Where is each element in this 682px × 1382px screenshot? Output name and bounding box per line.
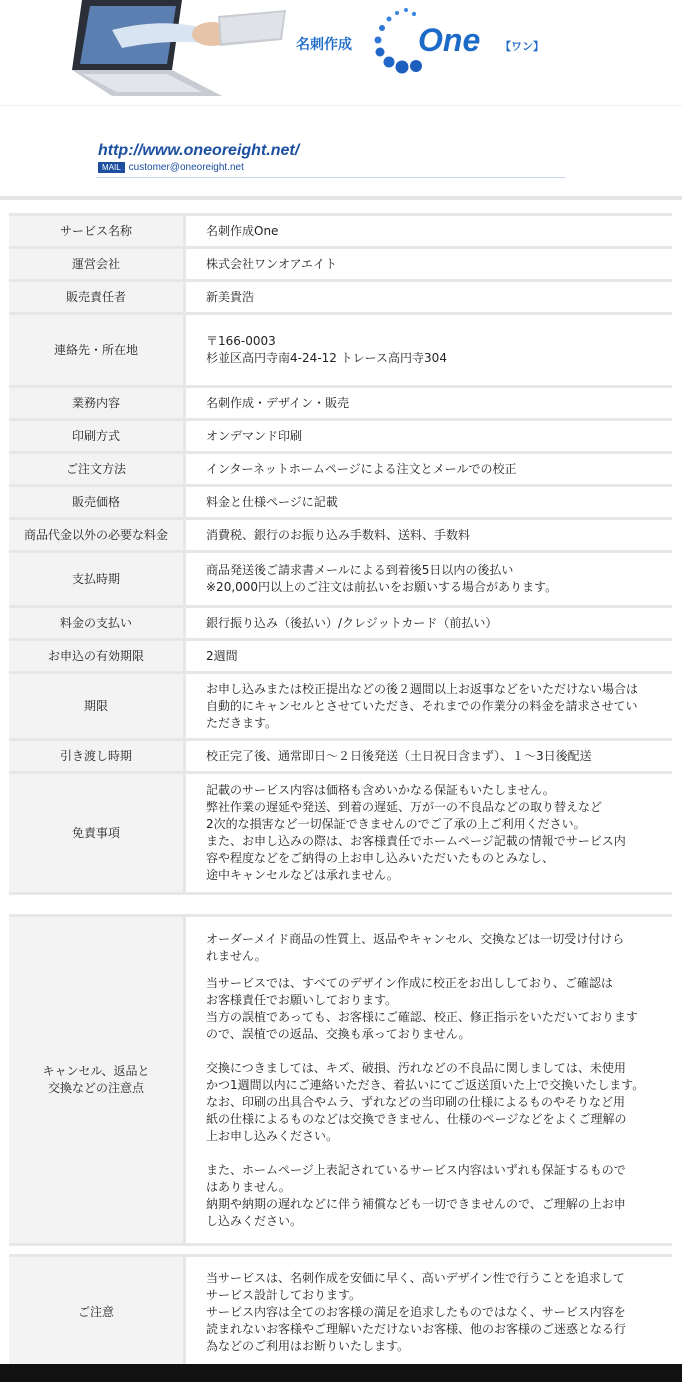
notice-table bbox=[9, 1254, 672, 1370]
paragraph-line: 紙の仕様によるものなどは交換できません、仕様のページなどをよくご理解の bbox=[206, 1111, 627, 1126]
row-label: 免責事項 bbox=[9, 774, 186, 892]
row-value bbox=[186, 917, 672, 1243]
row-value: 株式会社ワンオアエイト bbox=[186, 249, 672, 279]
row-value bbox=[186, 553, 672, 605]
company-info-table bbox=[9, 213, 672, 895]
paragraph-line: し込みください。 bbox=[206, 1213, 303, 1228]
mail-line bbox=[98, 162, 244, 173]
email-link[interactable]: customer@oneoreight.net bbox=[128, 162, 244, 173]
row-label: 販売価格 bbox=[9, 487, 186, 517]
table-row bbox=[9, 917, 672, 1243]
label-line: 交換などの注意点 bbox=[47, 1081, 144, 1095]
row-value: 名刺作成One bbox=[186, 216, 672, 246]
brand-kana: 【ワン】 bbox=[500, 40, 544, 53]
row-value: インターネットホームページによる注文とメールでの校正 bbox=[186, 454, 672, 484]
value-line: 〒166-0003 bbox=[206, 334, 276, 348]
table-row bbox=[9, 520, 672, 550]
table-row bbox=[9, 249, 672, 279]
url-underline bbox=[96, 177, 566, 178]
notice-line: 当サービスは、名刺作成を安価に早く、高いデザイン性で行うことを追求して bbox=[206, 1270, 625, 1285]
value-line: 弊社作業の遅延や発送、到着の遅延、万が一の不良品などの取り替えなど bbox=[206, 800, 603, 814]
mail-badge: MAIL bbox=[98, 162, 125, 173]
notice-line: 読まれないお客様やご理解いただけないお客様、他のお客様のご迷惑となる行 bbox=[206, 1321, 627, 1336]
paragraph-line: れません。 bbox=[206, 948, 267, 963]
row-label: 料金の支払い bbox=[9, 608, 186, 638]
row-label: お申込の有効期限 bbox=[9, 641, 186, 671]
row-value: オンデマンド印刷 bbox=[186, 421, 672, 451]
value-line: 途中キャンセルなどは承れません。 bbox=[206, 868, 399, 882]
row-label: 商品代金以外の必要な料金 bbox=[9, 520, 186, 550]
paragraph-line: なお、印刷の出具合やムラ、ずれなどの当印刷の仕様によるものやそりなど用 bbox=[206, 1094, 626, 1109]
row-value: 消費税、銀行のお振り込み手数料、送料、手数料 bbox=[186, 520, 672, 550]
brand-name: One bbox=[418, 22, 481, 58]
notice-line: サービス内容は全てのお客様の満足を追求したものではなく、サービス内容を bbox=[206, 1304, 626, 1319]
table-row bbox=[9, 774, 672, 892]
row-label: ご注文方法 bbox=[9, 454, 186, 484]
value-line: 商品発送後ご請求書メールによる到着後5日以内の後払い bbox=[206, 563, 514, 577]
row-label: サービス名称 bbox=[9, 216, 186, 246]
paragraph-line: はありません。 bbox=[206, 1179, 291, 1194]
value-line: ただきます。 bbox=[206, 715, 278, 730]
table-row bbox=[9, 741, 672, 771]
row-value: 料金と仕様ページに記載 bbox=[186, 487, 672, 517]
header-bottom-border bbox=[0, 196, 682, 200]
value-line: 記載のサービス内容は価格も含めいかなる保証もいたしません。 bbox=[206, 783, 555, 797]
table-row bbox=[9, 1257, 672, 1367]
row-value: 銀行振り込み（後払い）/クレジットカード（前払い） bbox=[186, 608, 672, 638]
value-line: ※20,000円以上のご注文は前払いをお願いする場合があります。 bbox=[206, 580, 558, 594]
value-line: 2次的な損害など一切保証できませんのでご了承の上ご利用ください。 bbox=[206, 817, 586, 831]
paragraph bbox=[206, 975, 662, 1043]
row-label: 印刷方式 bbox=[9, 421, 186, 451]
row-value: 校正完了後、通常即日～２日後発送（土日祝日含まず）、１～3日後配送 bbox=[186, 741, 672, 771]
paragraph-line: 納期や納期の遅れなどに伴う補償なども一切できませんので、ご理解の上お申 bbox=[206, 1196, 626, 1211]
brand-jp-text: 名刺作成 bbox=[296, 37, 352, 53]
site-url-link[interactable]: http://www.oneoreight.net/ bbox=[98, 142, 300, 159]
row-label: 販売責任者 bbox=[9, 282, 186, 312]
value-line: お申し込みまたは校正提出などの後２週間以上お返事などをいただけない場合は bbox=[206, 681, 639, 696]
footer-bar bbox=[0, 1364, 682, 1382]
cancel-policy-table bbox=[9, 914, 672, 1246]
row-label: 業務内容 bbox=[9, 388, 186, 418]
row-value: 名刺作成・デザイン・販売 bbox=[186, 388, 672, 418]
table-row bbox=[9, 421, 672, 451]
row-label bbox=[9, 917, 186, 1243]
paragraph bbox=[206, 1162, 662, 1230]
row-label: 期限 bbox=[9, 674, 186, 738]
paragraph-line: お客様責任でお願いしております。 bbox=[206, 992, 398, 1007]
value-line: 容や程度などをご納得の上お申し込みいただいたものとみなし、 bbox=[206, 851, 555, 865]
paragraph-line: 交換につきましては、キズ、破損、汚れなどの不良品に関しましては、未使用 bbox=[206, 1060, 626, 1075]
row-value: 新美貴浩 bbox=[186, 282, 672, 312]
row-value bbox=[186, 774, 672, 892]
row-label: 連絡先・所在地 bbox=[9, 315, 186, 385]
paragraph-line: 当サービスでは、すべてのデザイン作成に校正をお出ししており、ご確認は bbox=[206, 975, 613, 990]
paragraph-line: また、ホームページ上表記されているサービス内容はいずれも保証するもので bbox=[206, 1162, 626, 1177]
paragraph-line: 当方の誤植であっても、お客様にご確認、校正、修正指示をいただいております bbox=[206, 1009, 638, 1024]
paragraph bbox=[206, 1060, 662, 1145]
page-header bbox=[0, 0, 682, 200]
value-line: また、お申し込みの際は、お客様責任でホームページ記載の情報でサービス内 bbox=[206, 834, 626, 848]
row-label: 引き渡し時期 bbox=[9, 741, 186, 771]
business-card-icon bbox=[190, 6, 290, 50]
notice-line: 為などのご利用はお断りいたします。 bbox=[206, 1338, 410, 1353]
table-row bbox=[9, 553, 672, 605]
paragraph-line: 上お申し込みください。 bbox=[206, 1128, 339, 1143]
table-row bbox=[9, 674, 672, 738]
row-value bbox=[186, 674, 672, 738]
value-line: 自動的にキャンセルとさせていただき、それまでの作業分の料金を請求させてい bbox=[206, 698, 638, 713]
table-row bbox=[9, 487, 672, 517]
row-value bbox=[186, 1257, 672, 1367]
row-label: 支払時期 bbox=[9, 553, 186, 605]
row-label: ご注意 bbox=[9, 1257, 186, 1367]
header-divider bbox=[0, 105, 682, 106]
table-row bbox=[9, 216, 672, 246]
label-line: キャンセル、返品と bbox=[42, 1064, 150, 1078]
row-value bbox=[186, 315, 672, 385]
table-row bbox=[9, 641, 672, 671]
row-value: 2週間 bbox=[186, 641, 672, 671]
row-label: 運営会社 bbox=[9, 249, 186, 279]
table-row bbox=[9, 282, 672, 312]
notice-line: サービス設計しております。 bbox=[206, 1287, 362, 1302]
paragraph-line: かつ1週間以内にご連絡いただき、着払いにてご返送頂いた上で交換いたします。 bbox=[206, 1077, 645, 1092]
paragraph bbox=[206, 931, 662, 965]
table-row bbox=[9, 608, 672, 638]
paragraph-line: ので、誤植での返品、交換も承っておりません。 bbox=[206, 1026, 471, 1041]
table-row bbox=[9, 454, 672, 484]
table-row bbox=[9, 315, 672, 385]
table-row bbox=[9, 388, 672, 418]
value-line: 杉並区高円寺南4-24-12 トレース高円寺304 bbox=[206, 351, 447, 365]
paragraph-line: オーダーメイド商品の性質上、返品やキャンセル、交換などは一切受け付けら bbox=[206, 931, 625, 946]
